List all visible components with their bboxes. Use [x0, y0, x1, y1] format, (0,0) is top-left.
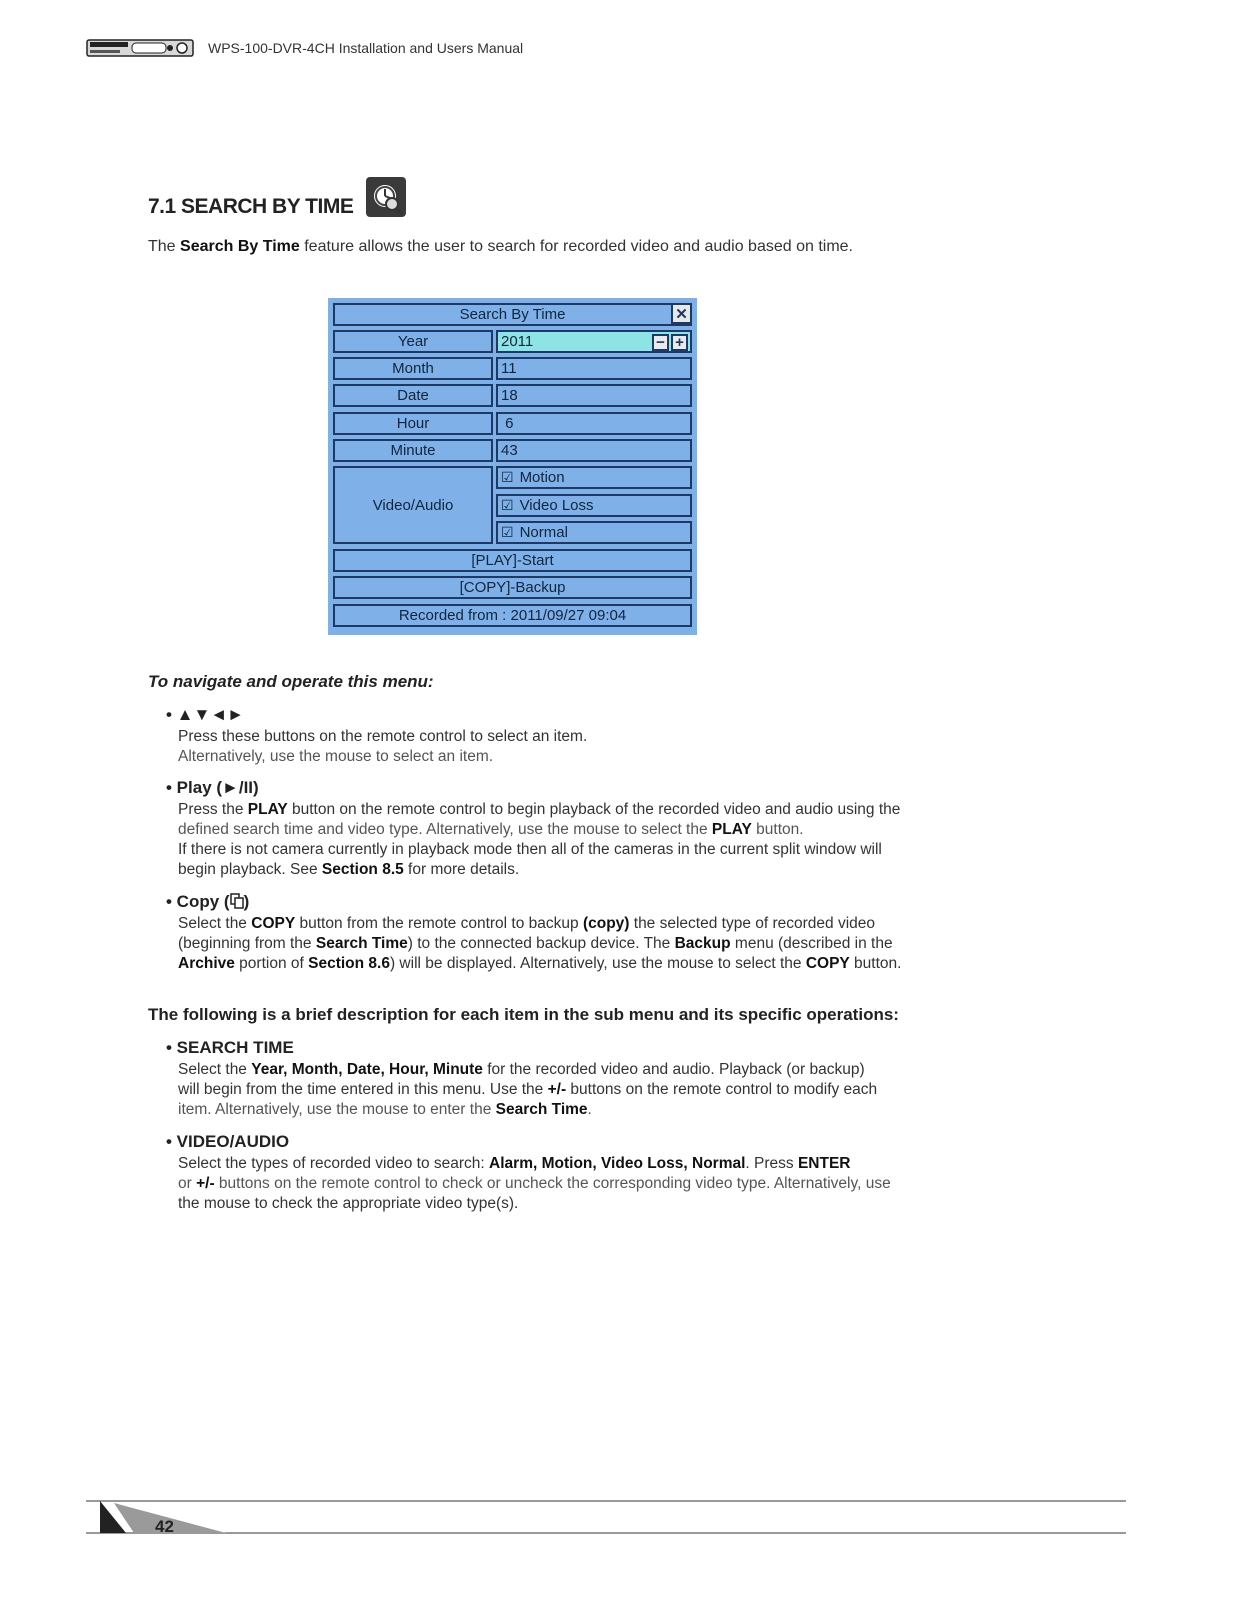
- play-start-button[interactable]: [PLAY]-Start: [333, 549, 692, 572]
- video-audio-label: Video/Audio: [333, 466, 493, 544]
- video-loss-checkbox[interactable]: [496, 494, 692, 517]
- date-field[interactable]: 18: [496, 384, 692, 407]
- play-title: • Play (►/II): [166, 778, 259, 797]
- copy-backup-button[interactable]: [COPY]-Backup: [333, 576, 692, 599]
- month-label: Month: [333, 357, 493, 380]
- year-value: 2011: [501, 333, 534, 350]
- motion-label: Motion: [519, 469, 565, 486]
- recorded-from-status: Recorded from : 2011/09/27 09:04: [333, 604, 692, 627]
- motion-checkbox[interactable]: [496, 466, 692, 489]
- video-audio-item: [166, 1132, 1066, 1214]
- year-plus-button[interactable]: +: [671, 334, 688, 351]
- checkbox-icon: ☑: [501, 469, 514, 485]
- copy-line-3: Archive portion of Section 8.6) will be displayed. Alternatively, use the mouse to select the COPY button.: [178, 955, 902, 972]
- page-header: [86, 36, 523, 60]
- copy-line-2: (beginning from the Search Time) to the connected backup device. The Backup menu (described in the: [178, 935, 893, 952]
- year-label: Year: [333, 330, 493, 353]
- search-time-item: [166, 1038, 1066, 1120]
- search-time-line-3: item. Alternatively, use the mouse to enter the Search Time.: [178, 1101, 592, 1118]
- dvr-device-logo: [86, 37, 196, 59]
- arrows-line-1: Press these buttons on the remote control to select an item.: [178, 728, 588, 745]
- video-audio-line-3: the mouse to check the appropriate video type(s).: [178, 1195, 519, 1212]
- copy-icon: [230, 893, 244, 909]
- search-by-time-icon: [365, 176, 407, 218]
- search-time-line-1: Select the Year, Month, Date, Hour, Minute for the recorded video and audio. Playback (or backup): [178, 1061, 865, 1078]
- page-number: 42: [155, 1517, 174, 1536]
- date-label: Date: [333, 384, 493, 407]
- hour-label: Hour: [333, 412, 493, 435]
- play-line-1: Press the PLAY button on the remote control to begin playback of the recorded video and audio using the: [178, 801, 901, 818]
- search-time-line-2: will begin from the time entered in this menu. Use the +/- buttons on the remote control to modify each: [178, 1081, 878, 1098]
- minute-label: Minute: [333, 439, 493, 462]
- video-audio-title: • VIDEO/AUDIO: [166, 1132, 290, 1151]
- close-icon: ✕: [675, 305, 688, 323]
- copy-title: • Copy ( ): [166, 892, 250, 911]
- normal-label: Normal: [519, 524, 568, 541]
- page-footer-decoration: [86, 1500, 1126, 1534]
- year-minus-button[interactable]: −: [652, 334, 669, 351]
- nav-play-item: [166, 778, 1066, 880]
- checkbox-icon: ☑: [501, 497, 514, 513]
- play-line-2: defined search time and video type. Alternatively, use the mouse to select the PLAY button.: [178, 821, 804, 838]
- play-line-4: begin playback. See Section 8.5 for more details.: [178, 861, 520, 878]
- video-loss-label: Video Loss: [519, 497, 594, 514]
- checkbox-icon: ☑: [501, 524, 514, 540]
- sub-heading: The following is a brief description for each item in the sub menu and its specific operations:: [148, 1005, 899, 1024]
- nav-copy-item: [166, 892, 1066, 974]
- video-audio-line-2: or +/- buttons on the remote control to check or uncheck the corresponding video type. Alternatively, use: [178, 1175, 891, 1192]
- close-button[interactable]: [671, 303, 692, 324]
- video-audio-line-1: Select the types of recorded video to search: Alarm, Motion, Video Loss, Normal. Press ENTER: [178, 1155, 851, 1172]
- manual-title: WPS-100-DVR-4CH Installation and Users Manual: [208, 40, 524, 56]
- intro-text-end: feature allows the user to search for recorded video and audio based on time.: [299, 238, 853, 255]
- intro-paragraph: [148, 238, 853, 256]
- play-line-3: If there is not camera currently in playback mode then all of the cameras in the current split window will: [178, 841, 882, 858]
- month-field[interactable]: 11: [496, 357, 692, 380]
- arrows-title: • ▲▼◄►: [166, 705, 244, 724]
- intro-bold: Search By Time: [180, 238, 300, 255]
- section-title: [148, 176, 407, 220]
- hour-field[interactable]: 6: [496, 412, 692, 435]
- arrows-line-2: Alternatively, use the mouse to select an item.: [178, 748, 494, 765]
- copy-line-1: Select the COPY button from the remote control to backup (copy) the selected type of recorded video: [178, 915, 876, 932]
- search-time-title: • SEARCH TIME: [166, 1038, 294, 1057]
- normal-checkbox[interactable]: [496, 521, 692, 544]
- search-by-time-menu: [328, 298, 697, 635]
- year-field[interactable]: [496, 330, 692, 353]
- nav-arrows-item: [166, 705, 1066, 767]
- minute-field[interactable]: 43: [496, 439, 692, 462]
- nav-heading: To navigate and operate this menu:: [148, 672, 434, 691]
- section-title-text: 7.1 SEARCH BY TIME: [148, 195, 354, 218]
- menu-title: Search By Time: [333, 303, 692, 326]
- intro-text: The: [148, 238, 181, 255]
